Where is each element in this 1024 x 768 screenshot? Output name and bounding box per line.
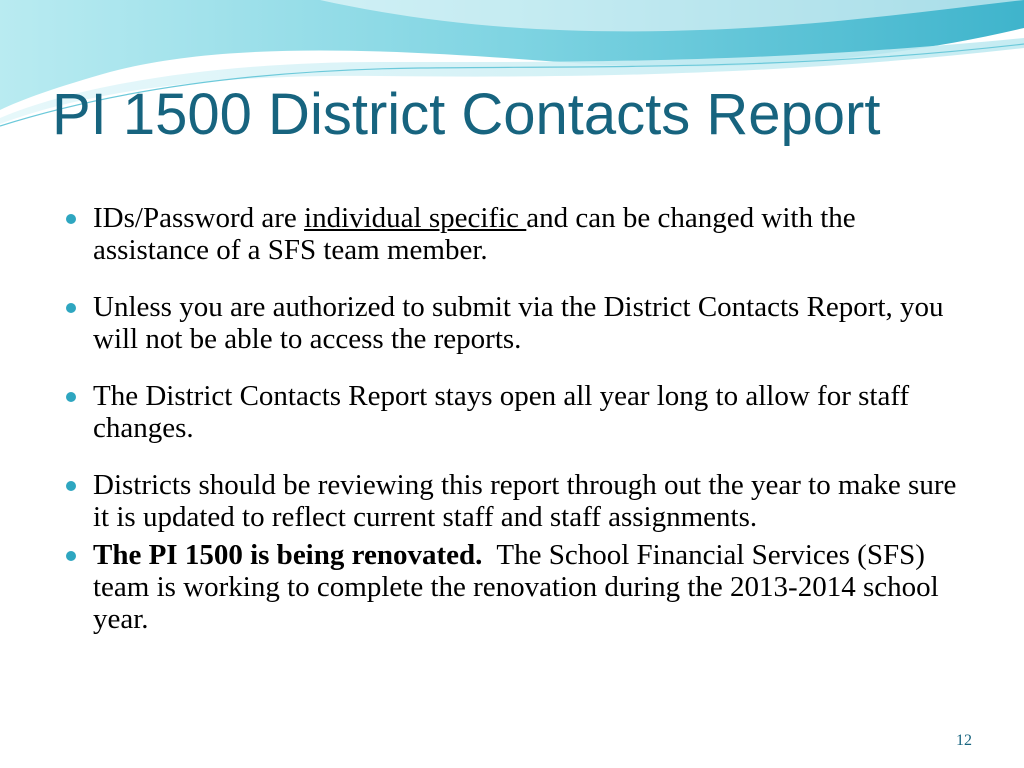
bullet-text: The School Financial Services (SFS) team is working to complete the renovation during the 2013-2014 school year. <box>93 539 946 635</box>
bullet-text: and can be changed with the assistance of a SFS team member. <box>93 202 856 266</box>
slide-title: PI 1500 District Contacts Report <box>52 82 881 147</box>
bullet-item-2 <box>60 291 970 355</box>
bullet-item-3 <box>60 380 970 444</box>
page-number: 12 <box>956 732 972 749</box>
bullet-item-5 <box>60 539 970 635</box>
bullet-item-4 <box>60 469 970 533</box>
bullet-dot-icon <box>66 551 76 561</box>
bullet-item-1 <box>60 202 970 266</box>
bold-phrase: The PI 1500 is being renovated. <box>93 539 483 571</box>
bullet-dot-icon <box>66 214 76 224</box>
bullet-text: IDs/Password are <box>93 202 305 234</box>
bullet-list <box>60 202 970 635</box>
bullet-text: Unless you are authorized to submit via the District Contacts Report, you will not be able to access the reports. <box>93 291 944 355</box>
underlined-phrase: individual specific <box>304 202 527 234</box>
bullet-text: Districts should be reviewing this report through out the year to make sure it is updated to reflect current staff and staff assignments. <box>93 469 957 533</box>
bullet-text: The District Contacts Report stays open all year long to allow for staff changes. <box>93 380 910 444</box>
bullet-dot-icon <box>66 481 76 491</box>
bullet-dot-icon <box>66 392 76 402</box>
bullet-dot-icon <box>66 303 76 313</box>
